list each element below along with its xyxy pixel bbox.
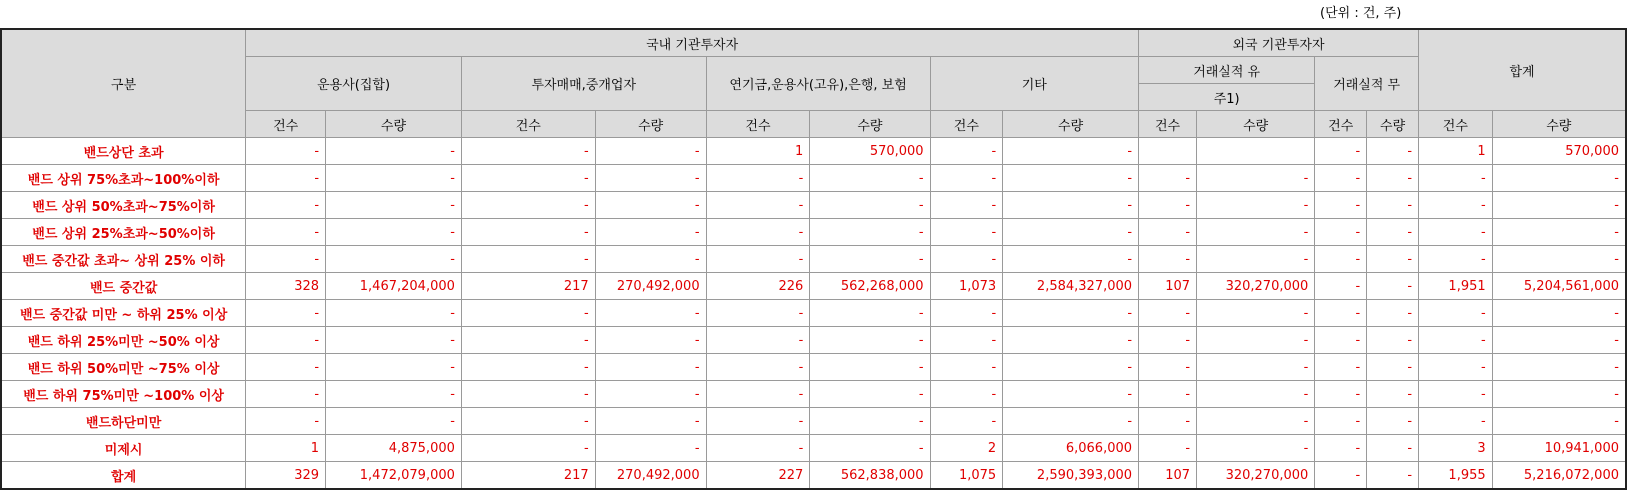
cell-count: - <box>1315 354 1367 381</box>
cell-qty: 562,838,000 <box>810 462 930 490</box>
cell-qty: 5,216,072,000 <box>1492 462 1626 490</box>
cell-qty: - <box>1197 219 1315 246</box>
cell-count: - <box>1419 192 1493 219</box>
cell-count: - <box>930 354 1003 381</box>
cell-qty: - <box>1003 300 1139 327</box>
cell-count: - <box>1139 219 1197 246</box>
cell-count: - <box>1315 246 1367 273</box>
cell-qty: - <box>810 354 930 381</box>
cell-count: - <box>706 165 810 192</box>
cell-qty: - <box>595 219 706 246</box>
cell-count: - <box>1315 165 1367 192</box>
header-count: 건수 <box>1139 111 1197 138</box>
cell-count: - <box>461 219 595 246</box>
table-row <box>1 381 1626 408</box>
row-label: 밴드 중간값 <box>1 273 246 300</box>
cell-count: - <box>706 354 810 381</box>
row-label: 밴드 하위 75%미만 ~100% 이상 <box>1 381 246 408</box>
cell-count: - <box>1139 408 1197 435</box>
header-qty: 수량 <box>1492 111 1626 138</box>
cell-count: - <box>1419 381 1493 408</box>
cell-qty: - <box>1367 408 1419 435</box>
cell-qty: 6,066,000 <box>1003 435 1139 462</box>
cell-qty: 1,467,204,000 <box>326 273 462 300</box>
cell-qty: 2,584,327,000 <box>1003 273 1139 300</box>
cell-qty: 320,270,000 <box>1197 462 1315 490</box>
cell-qty: - <box>326 138 462 165</box>
cell-qty: 570,000 <box>810 138 930 165</box>
table-row <box>1 408 1626 435</box>
cell-count: - <box>1139 165 1197 192</box>
cell-count: - <box>461 165 595 192</box>
cell-count: - <box>930 165 1003 192</box>
header-count: 건수 <box>1419 111 1493 138</box>
cell-qty: - <box>595 435 706 462</box>
cell-count: 1 <box>1419 138 1493 165</box>
cell-qty: 320,270,000 <box>1197 273 1315 300</box>
header-qty: 수량 <box>595 111 706 138</box>
cell-count: - <box>461 246 595 273</box>
cell-count: - <box>1419 165 1493 192</box>
cell-qty: - <box>1367 192 1419 219</box>
cell-count: - <box>461 435 595 462</box>
cell-qty: - <box>595 354 706 381</box>
cell-qty: - <box>326 300 462 327</box>
cell-count: 329 <box>246 462 326 490</box>
cell-count: 1,951 <box>1419 273 1493 300</box>
table-row <box>1 219 1626 246</box>
cell-qty: - <box>326 354 462 381</box>
cell-qty: - <box>810 246 930 273</box>
cell-count: - <box>1315 327 1367 354</box>
unit-note: (단위 : 건, 주) <box>1320 6 1402 21</box>
header-qty: 수량 <box>810 111 930 138</box>
table-body <box>1 138 1626 490</box>
table-row <box>1 165 1626 192</box>
cell-count: - <box>706 327 810 354</box>
row-label: 밴드상단 초과 <box>1 138 246 165</box>
row-label: 밴드하단미만 <box>1 408 246 435</box>
table-row <box>1 300 1626 327</box>
cell-qty: - <box>1367 435 1419 462</box>
cell-count: - <box>706 300 810 327</box>
cell-count: - <box>1139 354 1197 381</box>
cell-count: 1,955 <box>1419 462 1493 490</box>
cell-count: 1,075 <box>930 462 1003 490</box>
header-group-broker: 투자매매,중개업자 <box>461 57 706 111</box>
table-row <box>1 435 1626 462</box>
header-category: 구분 <box>1 29 246 138</box>
cell-qty: - <box>1197 435 1315 462</box>
header-qty: 수량 <box>326 111 462 138</box>
cell-count: - <box>1315 381 1367 408</box>
cell-qty: 5,204,561,000 <box>1492 273 1626 300</box>
cell-count <box>1139 138 1197 165</box>
cell-qty: - <box>1367 327 1419 354</box>
cell-qty: - <box>1197 246 1315 273</box>
cell-count: - <box>461 354 595 381</box>
cell-count: - <box>930 138 1003 165</box>
cell-count: - <box>1315 219 1367 246</box>
cell-qty: - <box>1367 246 1419 273</box>
header-foreign-no: 거래실적 무 <box>1315 57 1419 111</box>
cell-count: - <box>1315 300 1367 327</box>
cell-qty: - <box>326 165 462 192</box>
cell-qty: 570,000 <box>1492 138 1626 165</box>
cell-count: - <box>246 219 326 246</box>
cell-count: 226 <box>706 273 810 300</box>
cell-qty: - <box>595 165 706 192</box>
row-label: 밴드 상위 75%초과~100%이하 <box>1 165 246 192</box>
cell-count: - <box>461 408 595 435</box>
cell-qty: 2,590,393,000 <box>1003 462 1139 490</box>
row-label: 밴드 중간값 미만 ~ 하위 25% 이상 <box>1 300 246 327</box>
header-count: 건수 <box>706 111 810 138</box>
cell-count: - <box>706 246 810 273</box>
row-label: 밴드 중간값 초과~ 상위 25% 이하 <box>1 246 246 273</box>
header-foreign-yes-note: 주1) <box>1139 84 1315 111</box>
cell-qty: - <box>1003 381 1139 408</box>
cell-count: - <box>930 192 1003 219</box>
cell-qty: - <box>1003 192 1139 219</box>
cell-qty: - <box>1003 165 1139 192</box>
cell-count: - <box>246 246 326 273</box>
cell-count: 107 <box>1139 273 1197 300</box>
cell-qty: - <box>1197 165 1315 192</box>
table-row <box>1 462 1626 490</box>
cell-qty: - <box>1197 408 1315 435</box>
cell-qty: - <box>1197 300 1315 327</box>
cell-count: 3 <box>1419 435 1493 462</box>
cell-count: - <box>706 219 810 246</box>
table-row <box>1 192 1626 219</box>
cell-count: 217 <box>461 273 595 300</box>
cell-qty: - <box>1367 381 1419 408</box>
cell-qty: - <box>1492 300 1626 327</box>
cell-qty: - <box>1197 327 1315 354</box>
cell-qty: - <box>1492 246 1626 273</box>
cell-count: - <box>1315 435 1367 462</box>
cell-qty: - <box>1492 219 1626 246</box>
cell-qty: - <box>810 192 930 219</box>
cell-count: - <box>461 300 595 327</box>
row-label: 밴드 하위 50%미만 ~75% 이상 <box>1 354 246 381</box>
cell-count: - <box>930 300 1003 327</box>
header-qty: 수량 <box>1003 111 1139 138</box>
cell-qty: - <box>595 327 706 354</box>
cell-count: - <box>1419 219 1493 246</box>
cell-count: - <box>930 327 1003 354</box>
cell-count: 1 <box>706 138 810 165</box>
cell-qty: 562,268,000 <box>810 273 930 300</box>
cell-qty: - <box>1003 327 1139 354</box>
row-label: 미제시 <box>1 435 246 462</box>
cell-count: 1,073 <box>930 273 1003 300</box>
header-count: 건수 <box>461 111 595 138</box>
header-count: 건수 <box>930 111 1003 138</box>
cell-count: - <box>461 138 595 165</box>
cell-count: - <box>246 165 326 192</box>
cell-qty: - <box>810 300 930 327</box>
cell-count: - <box>1419 246 1493 273</box>
cell-qty: - <box>595 381 706 408</box>
cell-count: - <box>706 381 810 408</box>
cell-qty: - <box>1492 408 1626 435</box>
header-domestic: 국내 기관투자자 <box>246 29 1139 57</box>
cell-count: 217 <box>461 462 595 490</box>
cell-qty: - <box>1003 219 1139 246</box>
header-total: 합계 <box>1419 29 1626 111</box>
cell-count: - <box>930 381 1003 408</box>
header-count: 건수 <box>1315 111 1367 138</box>
cell-count: - <box>706 435 810 462</box>
cell-qty: - <box>810 327 930 354</box>
row-label: 밴드 상위 50%초과~75%이하 <box>1 192 246 219</box>
cell-count: - <box>1139 435 1197 462</box>
cell-qty: - <box>810 408 930 435</box>
cell-qty: - <box>595 408 706 435</box>
cell-qty: - <box>810 165 930 192</box>
cell-count: - <box>461 327 595 354</box>
cell-count: - <box>1139 192 1197 219</box>
cell-count: - <box>1419 300 1493 327</box>
cell-qty: - <box>595 246 706 273</box>
cell-qty: - <box>1003 408 1139 435</box>
cell-count: - <box>246 192 326 219</box>
cell-count: - <box>930 246 1003 273</box>
cell-qty: - <box>595 138 706 165</box>
cell-qty: 1,472,079,000 <box>326 462 462 490</box>
cell-count: 2 <box>930 435 1003 462</box>
cell-count: - <box>1419 327 1493 354</box>
cell-count: - <box>1315 138 1367 165</box>
header-group-pension: 연기금,운용사(고유),은행, 보험 <box>706 57 930 111</box>
cell-qty: - <box>1367 354 1419 381</box>
cell-qty: - <box>1197 192 1315 219</box>
row-label: 밴드 상위 25%초과~50%이하 <box>1 219 246 246</box>
cell-count: - <box>1315 462 1367 490</box>
cell-count: - <box>1419 408 1493 435</box>
cell-qty: - <box>326 381 462 408</box>
row-label: 합계 <box>1 462 246 490</box>
header-qty: 수량 <box>1197 111 1315 138</box>
cell-count: - <box>930 408 1003 435</box>
demand-forecast-table <box>0 28 1627 490</box>
cell-qty: - <box>1367 462 1419 490</box>
cell-count: - <box>1419 354 1493 381</box>
cell-qty: - <box>1492 381 1626 408</box>
header-count: 건수 <box>246 111 326 138</box>
table-row <box>1 246 1626 273</box>
row-label: 밴드 하위 25%미만 ~50% 이상 <box>1 327 246 354</box>
cell-qty <box>1197 138 1315 165</box>
cell-count: - <box>1315 273 1367 300</box>
cell-qty: - <box>1367 273 1419 300</box>
header-group-collective: 운용사(집합) <box>246 57 462 111</box>
cell-qty: - <box>1003 354 1139 381</box>
cell-count: 328 <box>246 273 326 300</box>
cell-qty: - <box>1367 165 1419 192</box>
cell-qty: - <box>1367 138 1419 165</box>
header-group-other: 기타 <box>930 57 1138 111</box>
cell-count: - <box>246 327 326 354</box>
cell-count: - <box>1139 246 1197 273</box>
cell-count: - <box>246 408 326 435</box>
cell-qty: - <box>1367 219 1419 246</box>
table-row <box>1 327 1626 354</box>
cell-count: - <box>461 192 595 219</box>
cell-qty: - <box>1197 381 1315 408</box>
cell-count: - <box>1139 300 1197 327</box>
cell-qty: - <box>1003 138 1139 165</box>
cell-count: 1 <box>246 435 326 462</box>
cell-count: - <box>930 219 1003 246</box>
table-row <box>1 273 1626 300</box>
cell-count: - <box>246 138 326 165</box>
header-qty: 수량 <box>1367 111 1419 138</box>
cell-count: - <box>1315 192 1367 219</box>
cell-qty: - <box>326 327 462 354</box>
cell-count: - <box>1315 408 1367 435</box>
cell-qty: - <box>1197 354 1315 381</box>
cell-qty: - <box>326 246 462 273</box>
cell-qty: - <box>595 192 706 219</box>
cell-qty: 270,492,000 <box>595 462 706 490</box>
cell-qty: 4,875,000 <box>326 435 462 462</box>
header-foreign: 외국 기관투자자 <box>1139 29 1419 57</box>
cell-count: - <box>706 192 810 219</box>
cell-count: - <box>246 381 326 408</box>
cell-count: - <box>706 408 810 435</box>
cell-count: 227 <box>706 462 810 490</box>
cell-qty: - <box>1003 246 1139 273</box>
cell-count: - <box>461 381 595 408</box>
cell-qty: - <box>326 219 462 246</box>
cell-qty: - <box>810 435 930 462</box>
cell-qty: 270,492,000 <box>595 273 706 300</box>
table-row <box>1 354 1626 381</box>
cell-qty: - <box>326 192 462 219</box>
table-row <box>1 138 1626 165</box>
cell-count: - <box>1139 381 1197 408</box>
cell-qty: - <box>1492 165 1626 192</box>
cell-count: - <box>246 354 326 381</box>
cell-qty: - <box>1492 192 1626 219</box>
cell-qty: - <box>810 219 930 246</box>
cell-count: - <box>246 300 326 327</box>
cell-qty: - <box>326 408 462 435</box>
cell-qty: - <box>1492 327 1626 354</box>
cell-count: 107 <box>1139 462 1197 490</box>
cell-qty: - <box>1367 300 1419 327</box>
cell-qty: - <box>810 381 930 408</box>
cell-count: - <box>1139 327 1197 354</box>
cell-qty: - <box>595 300 706 327</box>
header-foreign-yes: 거래실적 유 <box>1139 57 1315 84</box>
cell-qty: 10,941,000 <box>1492 435 1626 462</box>
cell-qty: - <box>1492 354 1626 381</box>
